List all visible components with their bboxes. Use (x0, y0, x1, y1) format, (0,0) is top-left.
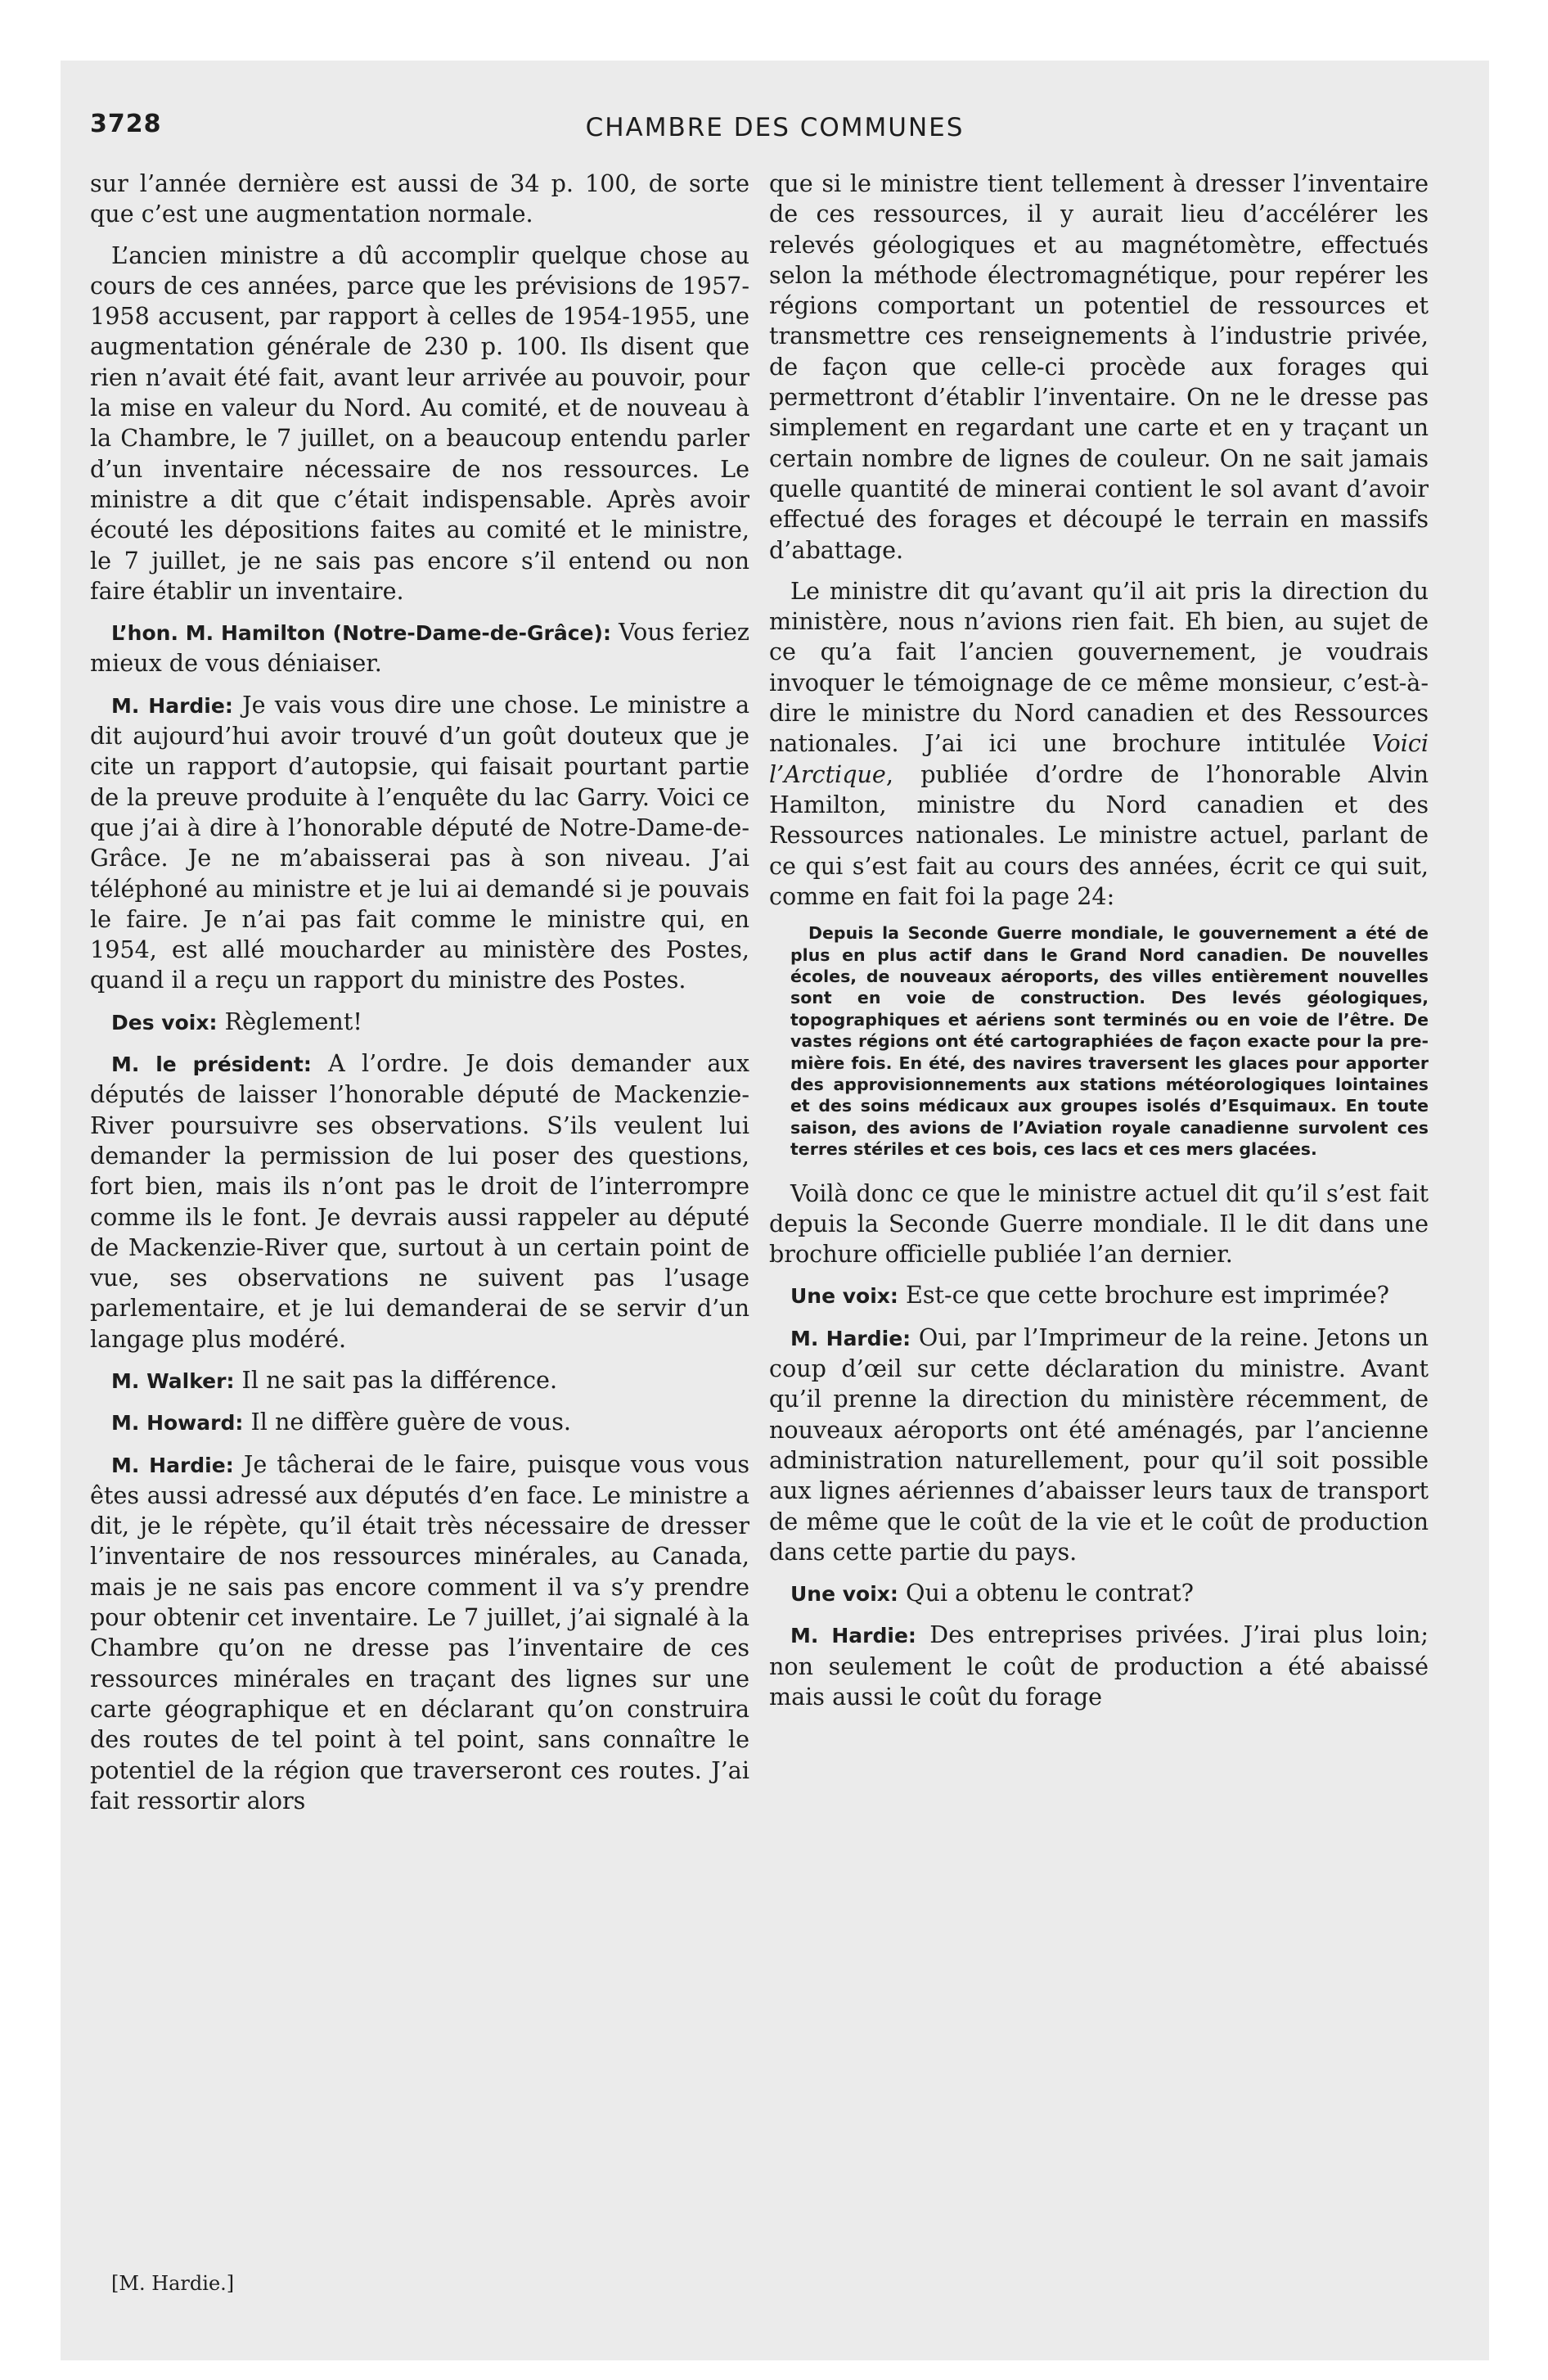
speech-text: Je tâcherai de le faire, puisque vous vous êtes aussi adressé aux députés d’en face. Le ministre a dit, je le répète, qu’il était très nécessaire de dresser l’inventaire de nos ressources minérales, au Canada, mais je ne sais pas encore comment il va s’y prendre pour obtenir cet inventaire. Le 7 juillet, j’ai signalé à la Chambre qu’on ne dresse pas l’inventaire de ces ressources minérales en traçant des lignes sur une carte géographique et en déclarant qu’on construira des routes de tel point à tel point, sans connaître le potentiel de la région que traverseront ces routes. J’ai fait ressortir alors (90, 1449, 749, 1814)
speech (769, 1280, 1429, 1311)
speaker-name: L’hon. M. Hamilton (Notre-Dame-de-Grâce): (111, 621, 611, 646)
speech-text: Qui a obtenu le contrat? (906, 1579, 1194, 1607)
paragraph-text: , publiée d’ordre de l’honorable Alvin Hamilton, ministre du Nord canadien et des Ressources nationales. Le ministre actuel, parlant de ce qui s’est fait au cours des années, écrit ce qui suit, comme en fait foi la page 24: (769, 760, 1429, 910)
speaker-name: Une voix: (790, 1284, 898, 1309)
speaker-name: M. le président: (111, 1053, 312, 1077)
speech-text: Il ne diffère guère de vous. (250, 1408, 571, 1436)
speaker-footer-tag: [M. Hardie.] (111, 2272, 235, 2295)
paragraph: Voilà donc ce que le ministre actuel dit qu’il s’est fait depuis la Seconde Guerre mondiale. Il le dit dans une brochure officielle publiée l’an dernier. (769, 1179, 1429, 1269)
speech (90, 1407, 749, 1438)
speech-text: A l’ordre. Je dois demander aux députés de laisser l’honorable député de Mackenzie-River poursuivre ses observations. S’ils veulent lui demander la permission de lui poser des questions, fort bien, mais ils n’ont pas le droit de l’interrompre comme ils le font. Je devrais aussi rappeler au député de Mackenzie-River que, surtout à un certain point de vue, ses observations ne suivent pas l’usage parlementaire, et je lui demanderai de se servir d’un langage plus modéré. (90, 1049, 749, 1353)
speech (769, 1323, 1429, 1567)
speaker-name: M. Hardie: (790, 1326, 911, 1350)
right-column (769, 169, 1429, 2264)
running-head: CHAMBRE DES COMMUNES (585, 113, 965, 142)
speech (90, 1048, 749, 1355)
speech-text: Est-ce que cette brochure est imprimée? (906, 1281, 1389, 1309)
speaker-name: Des voix: (111, 1010, 218, 1034)
speech-text: Vous feriez mieux de vous déniaiser. (90, 618, 749, 678)
brochure-title: Voici l’Arctique (769, 729, 1429, 788)
speech-text: Règlement! (224, 1007, 362, 1035)
speech (90, 1007, 749, 1038)
speech (90, 690, 749, 996)
speaker-name: Une voix: (790, 1582, 898, 1607)
speech-text: Des entreprises privées. J’irai plus loin; non seulement le coût de production a été abaissé mais aussi le coût du forage (769, 1620, 1429, 1711)
left-column (90, 169, 749, 2264)
paragraph (769, 576, 1429, 912)
paragraph: L’ancien ministre a dû accomplir quelque chose au cours de ces années, parce que les prévisions de 1957-1958 accusent, par rapport à celles de 1954-1955, une augmentation générale de 230 p. 100. Ils disent que rien n’avait été fait, avant leur arrivée au pouvoir, pour la mise en valeur du Nord. Au comité, et de nouveau à la Chambre, le 7 juillet, on a beaucoup entendu parler d’un inventaire nécessaire de nos ressources. Le ministre a dit que c’était indispensable. Après avoir écouté les dépositions faites au comité et le ministre, le 7 juillet, je ne sais pas encore s’il entend ou non faire établir un inventaire. (90, 241, 749, 605)
speech (90, 1365, 749, 1396)
hansard-page (61, 61, 1489, 2360)
speech-text: Oui, par l’Imprimeur de la reine. Jetons un coup d’œil sur cette déclaration du ministre. Avant qu’il prenne la direction du ministère récemment, de nouveaux aéroports ont été aménagés, par l’ancienne administration naturellement, pour qu’il soit possible aux lignes aériennes d’abaisser leurs taux de transport de même que le coût de la vie et le coût de production dans cette partie du pays. (769, 1323, 1429, 1566)
speaker-name: M. Hardie: (111, 1453, 234, 1477)
speech-text: Il ne sait pas la différence. (241, 1365, 558, 1394)
speaker-name: M. Hardie: (111, 693, 233, 718)
speech (769, 1578, 1429, 1609)
paragraph: sur l’année dernière est aussi de 34 p. 100, de sorte que c’est une augmentation normale. (90, 169, 749, 228)
paragraph-text: Le ministre dit qu’avant qu’il ait pris la direction du ministère, nous n’avions rien fait. Eh bien, au sujet de ce qu’a fait l’ancien gouvernement, je voudrais invoquer le témoignage de ce même monsieur, c’est-à-dire le ministre du Nord canadien et des Ressources nationales. J’ai ici une brochure intitulée (769, 576, 1429, 758)
block-quote: Depuis la Seconde Guerre mondiale, le gouvernement a été de plus en plus actif dans le Grand Nord canadien. De nouvelles écoles, de nouveaux aéroports, des villes entièrement nouvelles sont en voie de construction. Des levés géologiques, topographiques et aériens sont terminés ou en voie de l’être. De vastes régions ont été cartographiées de façon exacte pour la première fois. En été, des navires traversent les glaces pour apporter des approvisionnements aux stations météorologiques lointaines et des soins médicaux aux groupes isolés d’Esquimaux. En toute saison, des avions de l’Aviation royale canadienne survolent ces terres stériles et ces bois, ces lacs et ces mers glacées. (790, 923, 1429, 1160)
speech (90, 617, 749, 679)
speech (90, 1449, 749, 1817)
speech-text: Je vais vous dire une chose. Le ministre a dit aujourd’hui avoir trouvé d’un goût douteux que je cite un rapport d’autopsie, qui faisait pourtant partie de la preuve produite à l’enquête du lac Garry. Voici ce que j’ai à dire à l’honorable député de Notre-Dame-de-Grâce. Je ne m’abaisserai pas à son niveau. J’ai téléphoné au ministre et je lui ai demandé si je pouvais le faire. Je n’ai pas fait comme le ministre qui, en 1954, est allé moucharder au ministère des Postes, quand il a reçu un rapport du ministre des Postes. (90, 690, 749, 994)
page-number: 3728 (90, 110, 162, 138)
speech (769, 1620, 1429, 1712)
paragraph: que si le ministre tient tellement à dresser l’inventaire de ces ressources, il y aurait lieu d’accélérer les relevés géologiques et au magnétomètre, effectués selon la méthode électromagnétique, pour repérer les régions comportant un potentiel de ressources et transmettre ces renseignements à l’industrie privée, de façon que celle-ci procède aux forages qui permettront d’établir l’inventaire. On ne le dresse pas simplement en regardant une carte et en y traçant un certain nombre de lignes de couleur. On ne sait jamais quelle quantité de minerai contient le sol avant d’avoir effectué des forages et découpé le terrain en massifs d’abattage. (769, 169, 1429, 564)
speaker-name: M. Howard: (111, 1411, 244, 1436)
speaker-name: M. Walker: (111, 1368, 235, 1393)
speaker-name: M. Hardie: (790, 1624, 916, 1648)
